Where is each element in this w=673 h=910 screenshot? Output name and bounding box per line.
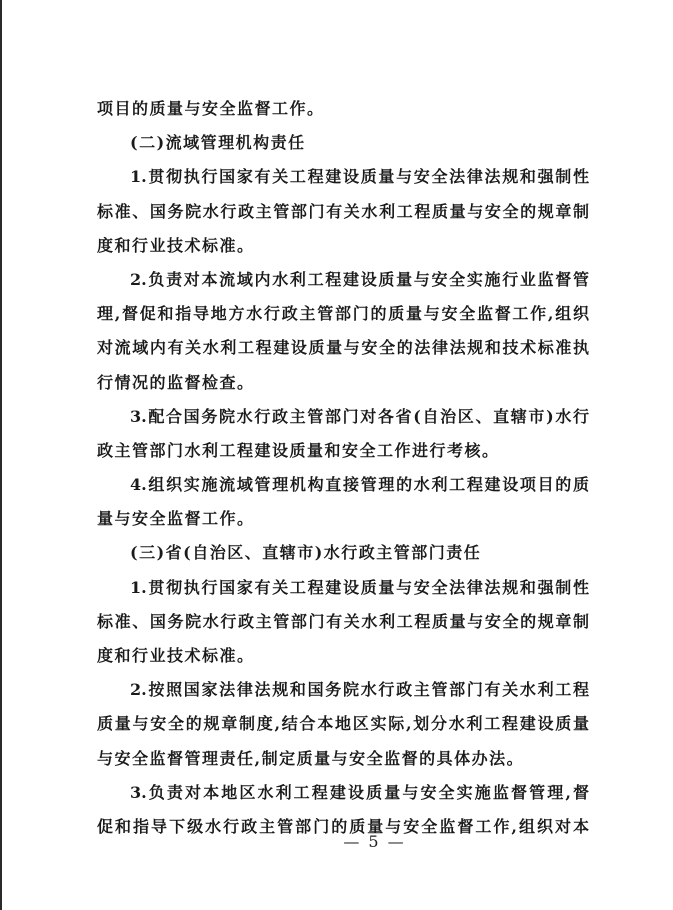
text-line: 3.负责对本地区水利工程建设质量与安全实施监督管理,督 bbox=[130, 782, 589, 802]
text-line: 政主管部门水利工程建设质量和安全工作进行考核。 bbox=[97, 440, 500, 460]
text-line: 对流域内有关水利工程建设质量与安全的法律法规和技术标准执 bbox=[97, 338, 589, 358]
text-line: 度和行业技术标准。 bbox=[97, 235, 255, 255]
text-line: 标准、国务院水行政主管部门有关水利工程质量与安全的规章制 bbox=[97, 611, 589, 631]
text-line: 1.贯彻执行国家有关工程建设质量与安全法律法规和强制性 bbox=[130, 577, 589, 597]
text-line: 标准、国务院水行政主管部门有关水利工程质量与安全的规章制 bbox=[97, 201, 589, 221]
text-line: 质量与安全的规章制度,结合本地区实际,划分水利工程建设质量 bbox=[97, 714, 589, 734]
text-line: 量与安全监督工作。 bbox=[97, 509, 255, 529]
page-left-edge bbox=[0, 0, 2, 910]
text-line: 促和指导下级水行政主管部门的质量与安全监督工作,组织对本 bbox=[97, 816, 589, 836]
text-line: 3.配合国务院水行政主管部门对各省(自治区、直辖市)水行 bbox=[130, 406, 589, 426]
text-line: 4.组织实施流域管理机构直接管理的水利工程建设项目的质 bbox=[130, 475, 589, 495]
text-line: 度和行业技术标准。 bbox=[97, 646, 255, 665]
text-line: 与安全监督管理责任,制定质量与安全监督的具体办法。 bbox=[97, 748, 525, 768]
text-line: 2.负责对本流域内水利工程建设质量与安全实施行业监督管 bbox=[130, 269, 589, 289]
section-heading: (二)流域管理机构责任 bbox=[130, 133, 306, 153]
text-line: 理,督促和指导地方水行政主管部门的质量与安全监督工作,组织 bbox=[97, 304, 589, 324]
page-number: — 5 — bbox=[343, 832, 406, 851]
text-line: 2.按照国家法律法规和国务院水行政主管部门有关水利工程 bbox=[130, 680, 589, 700]
text-line: 行情况的监督检查。 bbox=[97, 372, 255, 392]
text-line: 1.贯彻执行国家有关工程建设质量与安全法律法规和强制性 bbox=[130, 167, 589, 187]
section-heading: (三)省(自治区、直辖市)水行政主管部门责任 bbox=[130, 543, 482, 563]
document-body bbox=[97, 92, 589, 844]
text-line: 项目的质量与安全监督工作。 bbox=[97, 99, 325, 118]
